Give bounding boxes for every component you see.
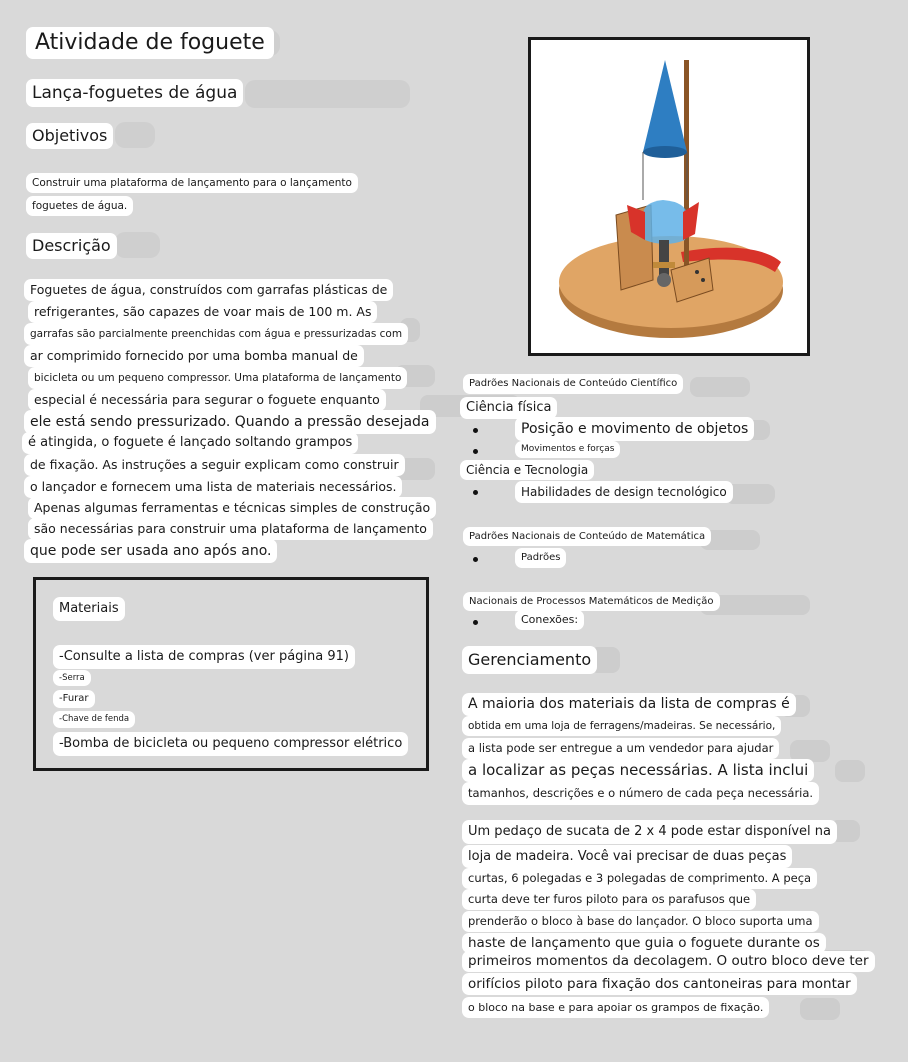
materials-item: -Serra [53, 670, 91, 686]
management-line: Um pedaço de sucata de 2 x 4 pode estar disponível na [462, 820, 837, 844]
standard-item: Padrões [515, 548, 566, 568]
standard-item: Conexões: [515, 610, 584, 630]
management-line: haste de lançamento que guia o foguete durante os [462, 933, 826, 953]
math-standards-heading: Padrões Nacionais de Conteúdo de Matemática [463, 527, 711, 546]
management-line: prenderão o bloco à base do lançador. O bloco suporta uma [462, 911, 819, 932]
bullet-icon [473, 620, 478, 625]
description-line: ele está sendo pressurizado. Quando a pressão desejada [24, 410, 436, 434]
description-line: ar comprimido fornecido por uma bomba manual de [24, 345, 364, 367]
description-line: é atingida, o foguete é lançado soltando grampos [22, 432, 358, 454]
management-heading: Gerenciamento [462, 646, 597, 674]
standard-item: Habilidades de design tecnológico [515, 481, 733, 503]
math-process-heading: Nacionais de Processos Matemáticos de Medição [463, 592, 720, 611]
objectives-heading: Objetivos [26, 123, 113, 149]
management-line: o bloco na base e para apoiar os grampos de fixação. [462, 997, 769, 1018]
management-line: a lista pode ser entregue a um vendedor para ajudar [462, 738, 779, 759]
description-line: garrafas são parcialmente preenchidas com água e pressurizadas com [24, 323, 408, 345]
page-title: Atividade de foguete [26, 27, 274, 59]
objectives-line: foguetes de água. [26, 196, 133, 216]
management-line: a localizar as peças necessárias. A lista inclui [462, 759, 814, 782]
bullet-icon [473, 449, 478, 454]
science-tech-label: Ciência e Tecnologia [460, 460, 594, 480]
management-line: primeiros momentos da decolagem. O outro bloco deve ter [462, 951, 875, 972]
management-line: curtas, 6 polegadas e 3 polegadas de comprimento. A peça [462, 868, 817, 889]
description-line: Apenas algumas ferramentas e técnicas simples de construção [28, 497, 436, 519]
description-line: especial é necessária para segurar o foguete enquanto [28, 389, 386, 411]
materials-item: -Consulte a lista de compras (ver página 91) [53, 645, 355, 669]
description-line: que pode ser usada ano após ano. [24, 539, 277, 563]
materials-heading: Materiais [53, 597, 125, 621]
bullet-icon [473, 428, 478, 433]
objectives-line: Construir uma plataforma de lançamento para o lançamento [26, 173, 358, 193]
page-subtitle: Lança-foguetes de água [26, 79, 243, 107]
management-line: loja de madeira. Você vai precisar de duas peças [462, 845, 792, 868]
bullet-icon [473, 490, 478, 495]
management-line: tamanhos, descrições e o número de cada peça necessária. [462, 782, 819, 805]
description-line: Foguetes de água, construídos com garrafas plásticas de [24, 279, 393, 301]
description-line: de fixação. As instruções a seguir explicam como construir [24, 454, 405, 476]
materials-item: -Furar [53, 690, 95, 708]
materials-item: -Bomba de bicicleta ou pequeno compressor elétrico [53, 732, 408, 756]
description-line: bicicleta ou um pequeno compressor. Uma plataforma de lançamento [28, 367, 407, 389]
standard-item: Posição e movimento de objetos [515, 417, 754, 441]
management-line: orifícios piloto para fixação dos cantoneiras para montar [462, 973, 857, 995]
physical-science-label: Ciência física [460, 397, 557, 419]
rocket-launcher-illustration [528, 37, 810, 356]
description-line: são necessárias para construir uma plataforma de lançamento [28, 518, 433, 540]
science-standards-heading: Padrões Nacionais de Conteúdo Científico [463, 374, 683, 394]
standard-item: Movimentos e forças [515, 441, 620, 458]
description-line: refrigerantes, são capazes de voar mais de 100 m. As [28, 301, 377, 323]
description-heading: Descrição [26, 233, 117, 259]
management-line: obtida em uma loja de ferragens/madeiras. Se necessário, [462, 716, 781, 736]
management-line: A maioria dos materiais da lista de compras é [462, 693, 796, 716]
management-line: curta deve ter furos piloto para os parafusos que [462, 889, 756, 910]
description-line: o lançador e fornecem uma lista de materiais necessários. [24, 476, 402, 498]
bullet-icon [473, 557, 478, 562]
materials-item: -Chave de fenda [53, 711, 135, 728]
